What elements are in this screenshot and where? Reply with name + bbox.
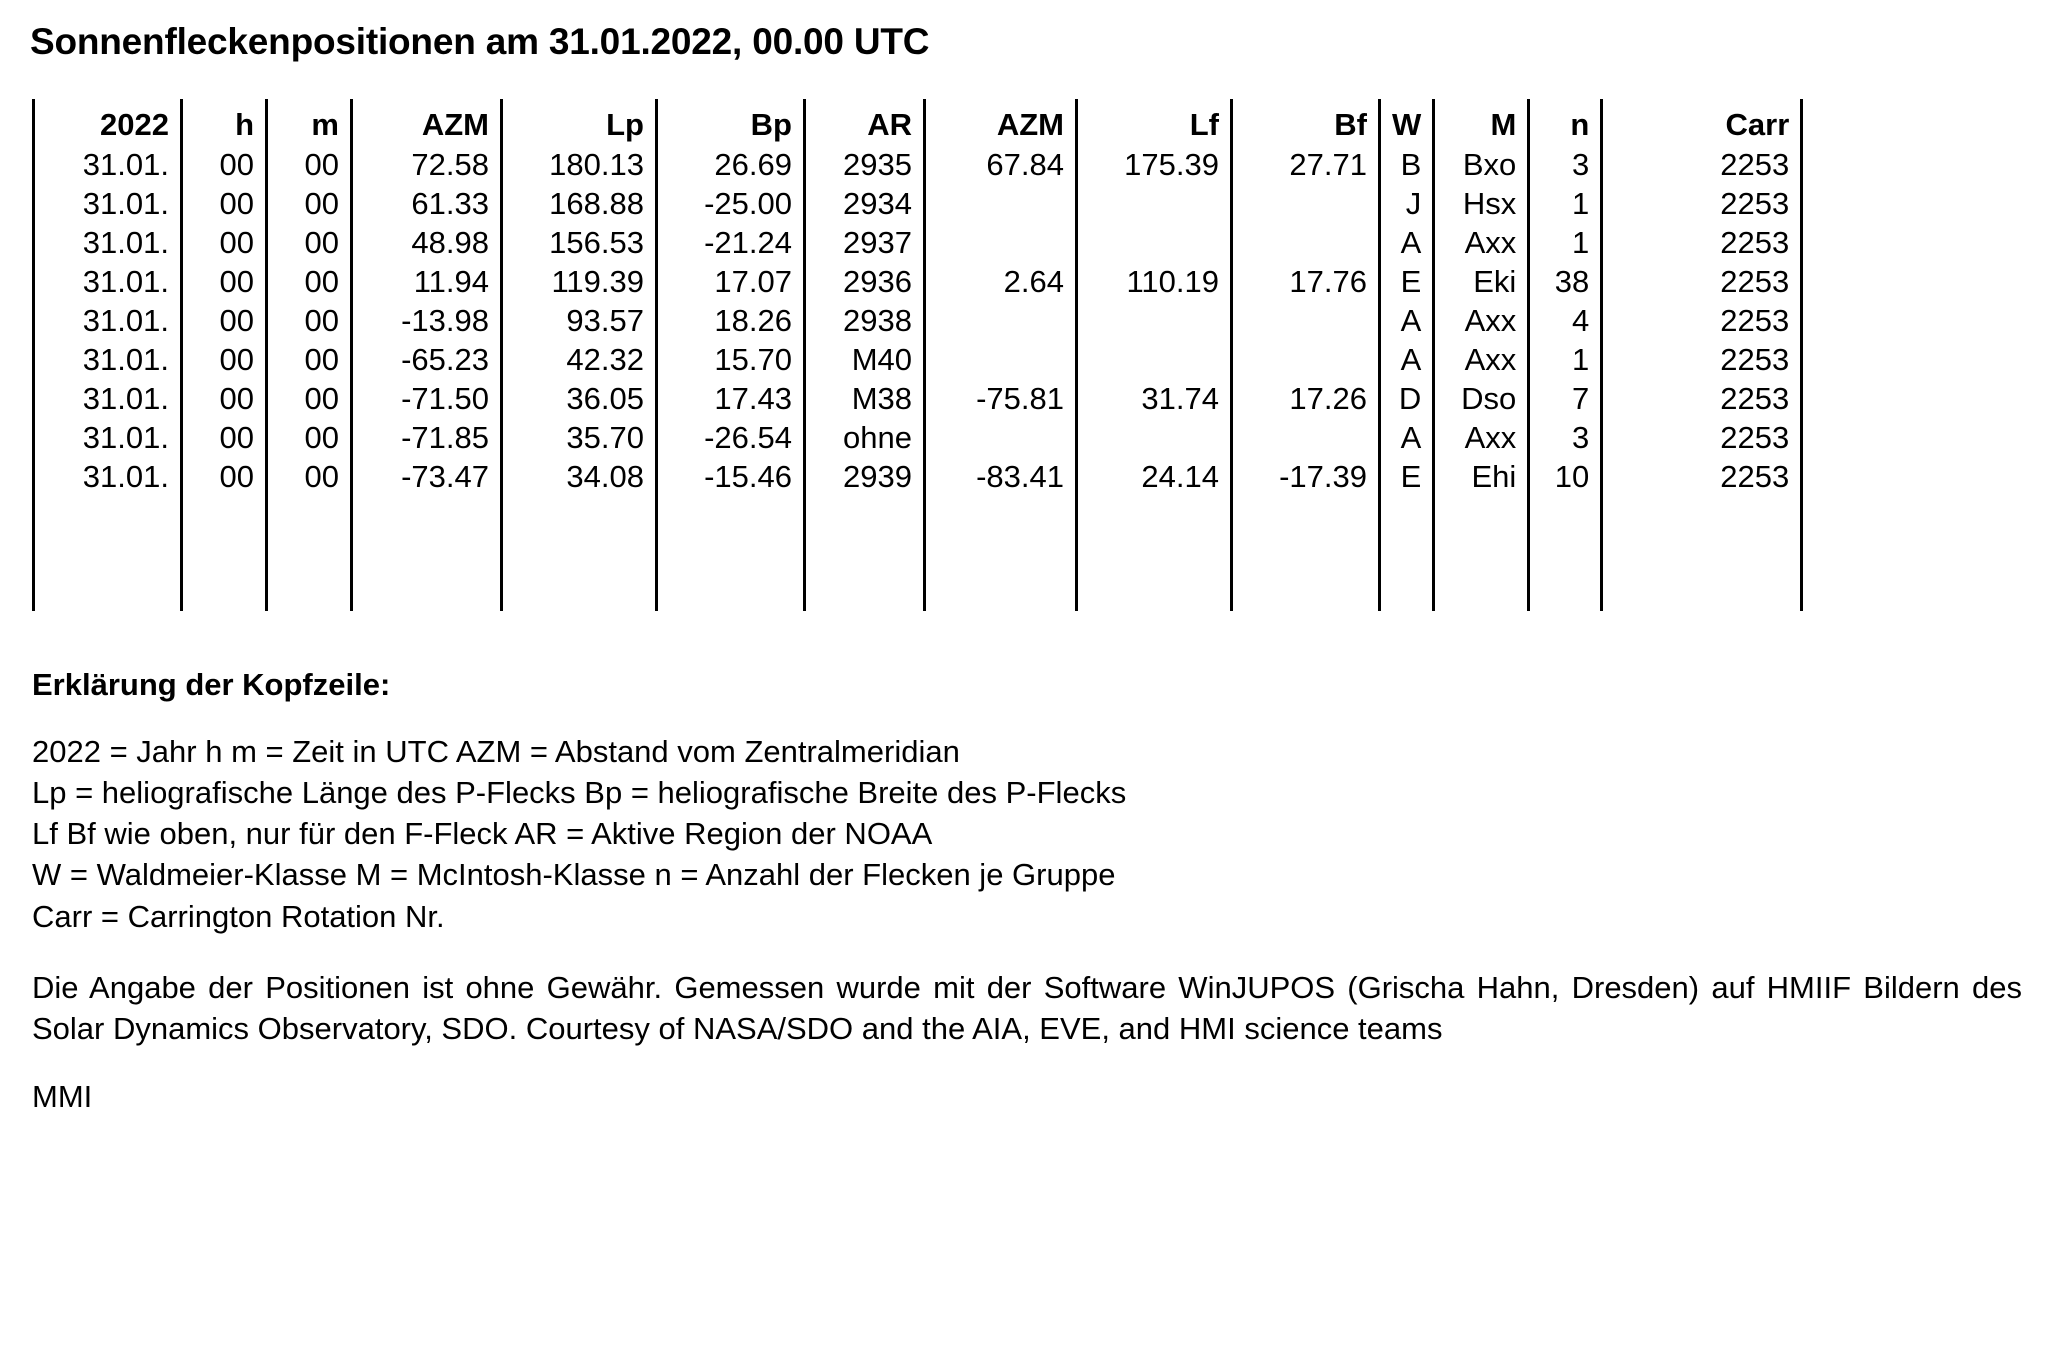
- table-cell-bf: 17.76: [1232, 260, 1380, 299]
- table-cell-n: 3: [1529, 143, 1602, 182]
- table-cell-lf: [1077, 299, 1232, 338]
- table-cell-azm_p: -13.98: [352, 299, 502, 338]
- table-cell-w: A: [1380, 416, 1434, 455]
- table-row: [34, 143, 1802, 182]
- table-cell-bf: 17.26: [1232, 377, 1380, 416]
- table-cell-empty: [34, 494, 182, 533]
- table-cell-lp: 35.70: [502, 416, 657, 455]
- column-header-m: M: [1434, 99, 1529, 143]
- table-cell-ar: M40: [805, 338, 925, 377]
- table-cell-azm_f: -75.81: [925, 377, 1077, 416]
- legend-line: Lp = heliografische Länge des P-Flecks Bp = heliografische Breite des P-Flecks: [32, 774, 1127, 810]
- table-cell-n: 1: [1529, 182, 1602, 221]
- table-row-empty: [34, 494, 1802, 533]
- table-cell-empty: [1380, 494, 1434, 533]
- table-cell-azm_p: -71.85: [352, 416, 502, 455]
- table-cell-ar: 2937: [805, 221, 925, 260]
- table-cell-azm_p: -73.47: [352, 455, 502, 494]
- table-cell-mc: Axx: [1434, 416, 1529, 455]
- table-cell-empty: [805, 572, 925, 611]
- table-cell-n: 3: [1529, 416, 1602, 455]
- table-row: [34, 416, 1802, 455]
- table-cell-azm_f: [925, 416, 1077, 455]
- table-cell-carr: 2253: [1602, 299, 1802, 338]
- table-cell-lf: [1077, 182, 1232, 221]
- table-cell-date: 31.01.: [34, 221, 182, 260]
- column-header-azm-p: AZM: [352, 99, 502, 143]
- table-cell-lf: [1077, 416, 1232, 455]
- table-cell-empty: [182, 572, 267, 611]
- table-cell-m: 00: [267, 299, 352, 338]
- table-cell-azm_f: [925, 299, 1077, 338]
- table-cell-lf: [1077, 338, 1232, 377]
- table-cell-empty: [182, 533, 267, 572]
- table-body: [34, 143, 1802, 611]
- legend-lines: [32, 731, 2025, 937]
- table-cell-n: 10: [1529, 455, 1602, 494]
- signature: MMI: [32, 1079, 93, 1115]
- disclaimer-body: Die Angabe der Positionen ist ohne Gewähr. Gemessen wurde mit der Software WinJUPOS (Grischa Hahn, Dresden) auf HMIIF Bildern des Solar Dynamics Observatory, SDO. Courtesy of NASA/SDO and the AIA, EVE, and HMI science teams: [32, 969, 2022, 1046]
- table-cell-empty: [805, 533, 925, 572]
- table-cell-azm_f: [925, 338, 1077, 377]
- legend-line: W = Waldmeier-Klasse M = McIntosh-Klasse n = Anzahl der Flecken je Gruppe: [32, 857, 1116, 893]
- table-cell-empty: [1434, 533, 1529, 572]
- table-cell-mc: Axx: [1434, 299, 1529, 338]
- table-cell-bp: 15.70: [657, 338, 805, 377]
- table-cell-azm_p: 72.58: [352, 143, 502, 182]
- page-title: Sonnenfleckenpositionen am 31.01.2022, 00.00 UTC: [30, 21, 930, 62]
- table-cell-lp: 93.57: [502, 299, 657, 338]
- table-cell-ar: 2939: [805, 455, 925, 494]
- table-cell-n: 7: [1529, 377, 1602, 416]
- table-cell-empty: [352, 494, 502, 533]
- table-cell-bf: [1232, 416, 1380, 455]
- table-cell-ar: 2938: [805, 299, 925, 338]
- table-cell-bp: -26.54: [657, 416, 805, 455]
- table-cell-mc: Dso: [1434, 377, 1529, 416]
- table-cell-carr: 2253: [1602, 416, 1802, 455]
- table-cell-azm_p: 61.33: [352, 182, 502, 221]
- column-header-azm-f: AZM: [925, 99, 1077, 143]
- table-cell-carr: 2253: [1602, 377, 1802, 416]
- column-header-bf: Bf: [1232, 99, 1380, 143]
- table-cell-empty: [34, 572, 182, 611]
- table-cell-bp: -25.00: [657, 182, 805, 221]
- table-cell-mc: Eki: [1434, 260, 1529, 299]
- table-cell-empty: [1077, 572, 1232, 611]
- table-cell-date: 31.01.: [34, 182, 182, 221]
- table-cell-n: 1: [1529, 338, 1602, 377]
- table-cell-empty: [182, 494, 267, 533]
- table-cell-empty: [267, 572, 352, 611]
- table-cell-m: 00: [267, 221, 352, 260]
- table-cell-empty: [267, 494, 352, 533]
- table-cell-empty: [1529, 533, 1602, 572]
- table-cell-empty: [925, 572, 1077, 611]
- table-cell-azm_f: -83.41: [925, 455, 1077, 494]
- table-cell-lf: [1077, 221, 1232, 260]
- table-row-empty: [34, 533, 1802, 572]
- table-cell-bf: [1232, 338, 1380, 377]
- table-cell-empty: [34, 533, 182, 572]
- table-cell-azm_f: [925, 221, 1077, 260]
- table-cell-bf: 27.71: [1232, 143, 1380, 182]
- table-cell-bf: [1232, 221, 1380, 260]
- table-cell-lp: 36.05: [502, 377, 657, 416]
- table-cell-carr: 2253: [1602, 338, 1802, 377]
- table-cell-date: 31.01.: [34, 338, 182, 377]
- table-cell-azm_p: -71.50: [352, 377, 502, 416]
- table-cell-bf: [1232, 299, 1380, 338]
- disclaimer-text: [32, 967, 2022, 1049]
- table-cell-h: 00: [182, 182, 267, 221]
- table-row: [34, 221, 1802, 260]
- table-cell-lp: 180.13: [502, 143, 657, 182]
- table-cell-empty: [657, 494, 805, 533]
- table-cell-empty: [1602, 494, 1802, 533]
- table-cell-date: 31.01.: [34, 299, 182, 338]
- table-cell-mc: Bxo: [1434, 143, 1529, 182]
- table-cell-empty: [502, 533, 657, 572]
- table-cell-empty: [1529, 572, 1602, 611]
- table-cell-lp: 119.39: [502, 260, 657, 299]
- table-cell-m: 00: [267, 338, 352, 377]
- table-header: [34, 99, 1802, 143]
- table-cell-bp: 17.43: [657, 377, 805, 416]
- table-cell-carr: 2253: [1602, 260, 1802, 299]
- table-cell-carr: 2253: [1602, 221, 1802, 260]
- table-row: [34, 182, 1802, 221]
- table-cell-ar: 2935: [805, 143, 925, 182]
- table-cell-ar: 2936: [805, 260, 925, 299]
- table-cell-w: A: [1380, 221, 1434, 260]
- table-cell-m: 00: [267, 416, 352, 455]
- table-cell-h: 00: [182, 338, 267, 377]
- table-row: [34, 299, 1802, 338]
- table-cell-h: 00: [182, 260, 267, 299]
- table-cell-ar: ohne: [805, 416, 925, 455]
- table-cell-date: 31.01.: [34, 416, 182, 455]
- table-cell-empty: [1232, 572, 1380, 611]
- column-header-carr: Carr: [1602, 99, 1802, 143]
- table-cell-empty: [1602, 572, 1802, 611]
- table-row: [34, 260, 1802, 299]
- table-cell-lf: 24.14: [1077, 455, 1232, 494]
- table-cell-empty: [657, 533, 805, 572]
- table-header-row: [34, 99, 1802, 143]
- table-cell-w: J: [1380, 182, 1434, 221]
- table-cell-empty: [1077, 494, 1232, 533]
- table-cell-empty: [1232, 533, 1380, 572]
- column-header-minute: m: [267, 99, 352, 143]
- table-cell-empty: [1434, 572, 1529, 611]
- table-cell-azm_p: 11.94: [352, 260, 502, 299]
- table-cell-n: 4: [1529, 299, 1602, 338]
- table-row-empty: [34, 572, 1802, 611]
- table-cell-empty: [1232, 494, 1380, 533]
- legend-line: 2022 = Jahr h m = Zeit in UTC AZM = Abstand vom Zentralmeridian: [32, 733, 960, 769]
- table-row: [34, 455, 1802, 494]
- table-cell-mc: Ehi: [1434, 455, 1529, 494]
- table-cell-date: 31.01.: [34, 143, 182, 182]
- column-header-lf: Lf: [1077, 99, 1232, 143]
- table-cell-n: 38: [1529, 260, 1602, 299]
- table-cell-m: 00: [267, 260, 352, 299]
- table-cell-ar: M38: [805, 377, 925, 416]
- table-cell-lp: 42.32: [502, 338, 657, 377]
- table-cell-empty: [1380, 572, 1434, 611]
- table-cell-bp: -21.24: [657, 221, 805, 260]
- table-cell-w: E: [1380, 260, 1434, 299]
- table-cell-azm_f: 67.84: [925, 143, 1077, 182]
- table-cell-h: 00: [182, 143, 267, 182]
- table-cell-lf: 110.19: [1077, 260, 1232, 299]
- table-cell-ar: 2934: [805, 182, 925, 221]
- column-header-year: 2022: [34, 99, 182, 143]
- table-cell-m: 00: [267, 377, 352, 416]
- table-cell-carr: 2253: [1602, 182, 1802, 221]
- table-cell-m: 00: [267, 455, 352, 494]
- column-header-w: W: [1380, 99, 1434, 143]
- table-cell-empty: [657, 572, 805, 611]
- table-cell-mc: Axx: [1434, 221, 1529, 260]
- table-cell-bp: 26.69: [657, 143, 805, 182]
- table-cell-carr: 2253: [1602, 455, 1802, 494]
- table-cell-empty: [352, 572, 502, 611]
- table-cell-mc: Hsx: [1434, 182, 1529, 221]
- table-cell-empty: [502, 494, 657, 533]
- table-cell-h: 00: [182, 416, 267, 455]
- table-cell-mc: Axx: [1434, 338, 1529, 377]
- column-header-n: n: [1529, 99, 1602, 143]
- column-header-bp: Bp: [657, 99, 805, 143]
- table-cell-bp: 17.07: [657, 260, 805, 299]
- legend-line: Lf Bf wie oben, nur für den F-Fleck AR = Aktive Region der NOAA: [32, 816, 933, 852]
- table-cell-w: E: [1380, 455, 1434, 494]
- table-cell-w: D: [1380, 377, 1434, 416]
- table-cell-bf: [1232, 182, 1380, 221]
- table-row: [34, 377, 1802, 416]
- table-row: [34, 338, 1802, 377]
- table-cell-w: A: [1380, 338, 1434, 377]
- table-cell-azm_f: [925, 182, 1077, 221]
- table-cell-m: 00: [267, 182, 352, 221]
- table-cell-azm_p: -65.23: [352, 338, 502, 377]
- table-cell-empty: [1602, 533, 1802, 572]
- sunspot-table-container: [32, 99, 2025, 611]
- column-header-lp: Lp: [502, 99, 657, 143]
- table-cell-empty: [352, 533, 502, 572]
- table-cell-empty: [502, 572, 657, 611]
- table-cell-n: 1: [1529, 221, 1602, 260]
- table-cell-carr: 2253: [1602, 143, 1802, 182]
- table-cell-date: 31.01.: [34, 377, 182, 416]
- table-cell-empty: [925, 533, 1077, 572]
- table-cell-h: 00: [182, 299, 267, 338]
- column-header-hour: h: [182, 99, 267, 143]
- table-cell-empty: [267, 533, 352, 572]
- table-cell-empty: [925, 494, 1077, 533]
- table-cell-azm_f: 2.64: [925, 260, 1077, 299]
- table-cell-w: A: [1380, 299, 1434, 338]
- table-cell-empty: [1434, 494, 1529, 533]
- table-cell-w: B: [1380, 143, 1434, 182]
- table-cell-empty: [1077, 533, 1232, 572]
- sunspot-positions-table: [32, 99, 1803, 611]
- legend-heading: Erklärung der Kopfzeile:: [32, 666, 391, 702]
- table-cell-h: 00: [182, 221, 267, 260]
- table-cell-bp: -15.46: [657, 455, 805, 494]
- table-cell-empty: [1529, 494, 1602, 533]
- legend-line: Carr = Carrington Rotation Nr.: [32, 898, 445, 934]
- table-cell-h: 00: [182, 455, 267, 494]
- table-cell-date: 31.01.: [34, 455, 182, 494]
- table-cell-lp: 168.88: [502, 182, 657, 221]
- table-cell-date: 31.01.: [34, 260, 182, 299]
- table-cell-lp: 156.53: [502, 221, 657, 260]
- table-cell-lp: 34.08: [502, 455, 657, 494]
- table-cell-azm_p: 48.98: [352, 221, 502, 260]
- table-cell-bf: -17.39: [1232, 455, 1380, 494]
- table-cell-lf: 175.39: [1077, 143, 1232, 182]
- table-cell-empty: [1380, 533, 1434, 572]
- table-cell-empty: [805, 494, 925, 533]
- table-cell-m: 00: [267, 143, 352, 182]
- table-cell-h: 00: [182, 377, 267, 416]
- table-cell-bp: 18.26: [657, 299, 805, 338]
- table-cell-lf: 31.74: [1077, 377, 1232, 416]
- column-header-ar: AR: [805, 99, 925, 143]
